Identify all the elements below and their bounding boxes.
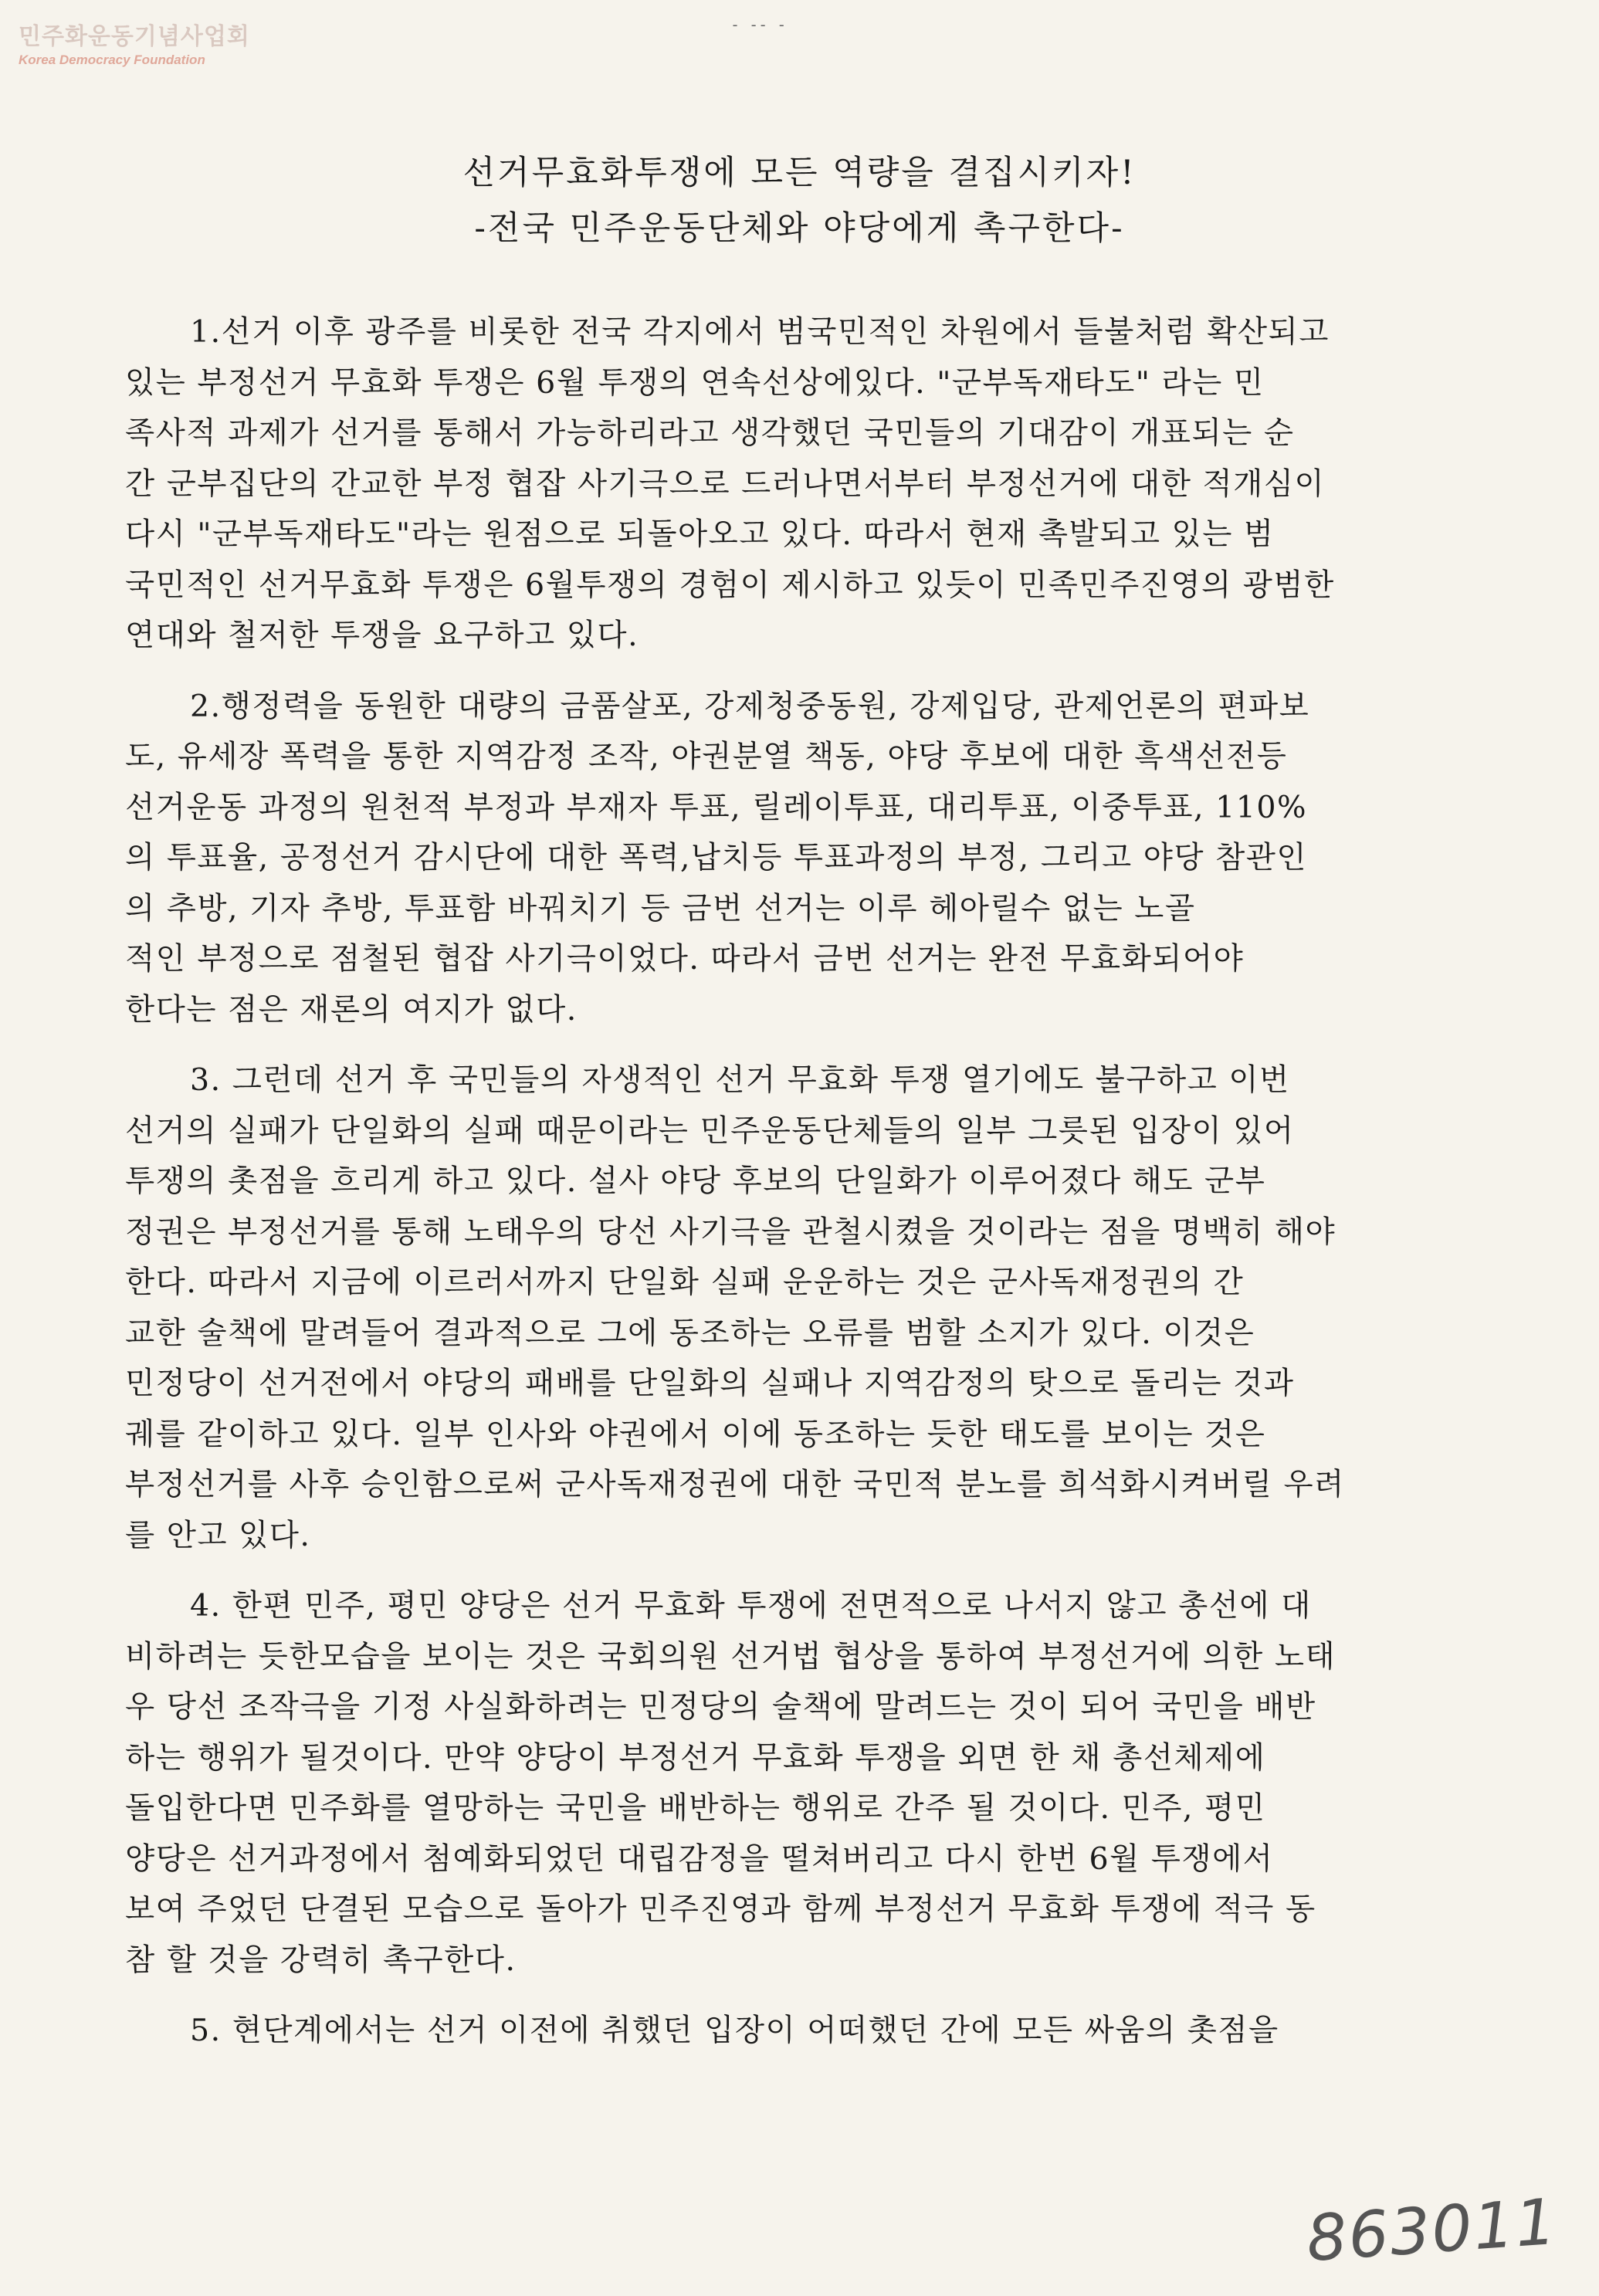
foundation-watermark <box>19 17 250 68</box>
paragraph-line: 의 추방, 기자 추방, 투표함 바꿔치기 등 금번 선거는 이루 헤아릴수 없는 노골 <box>125 890 1196 926</box>
paragraph-line: 다시 "군부독재타도"라는 원점으로 되돌아오고 있다. 따라서 현재 촉발되고 있는 범 <box>125 516 1275 552</box>
paragraph-line: 1.선거 이후 광주를 비롯한 전국 각지에서 범국민적인 차원에서 들불처럼 확산되고 <box>190 314 1330 350</box>
paragraph-line: 우 당선 조작극을 기정 사실화하려는 민정당의 술책에 말려드는 것이 되어 국민을 배반 <box>125 1689 1316 1725</box>
paragraph-line: 있는 부정선거 무효화 투쟁은 6월 투쟁의 연속선상에있다. "군부독재타도" 라는 민 <box>125 364 1265 401</box>
paragraph-line: 2.행정력을 동원한 대량의 금품살포, 강제청중동원, 강제입당, 관제언론의 편파보 <box>190 688 1310 724</box>
paragraph-line: 궤를 같이하고 있다. 일부 인사와 야권에서 이에 동조하는 듯한 태도를 보이는 것은 <box>125 1416 1266 1452</box>
paragraph-line: 한다는 점은 재론의 여지가 없다. <box>125 991 578 1028</box>
paragraph-line: 민정당이 선거전에서 야당의 패배를 단일화의 실패나 지역감정의 탓으로 돌리는 것과 <box>125 1366 1295 1401</box>
document-body <box>125 307 1469 2077</box>
paragraph-line: 5. 현단계에서는 선거 이전에 취했던 입장이 어떠했던 간에 모든 싸움의 촛점을 <box>190 2013 1279 2048</box>
paragraph-line: 돌입한다면 민주화를 열망하는 국민을 배반하는 행위로 간주 될 것이다. 민주, 평민 <box>125 1790 1266 1826</box>
paragraph-line: 교한 술책에 말려들어 결과적으로 그에 동조하는 오류를 범할 소지가 있다. 이것은 <box>125 1315 1255 1351</box>
paragraph-line: 참 할 것을 강력히 촉구한다. <box>125 1942 517 1978</box>
paragraph-line: 족사적 과제가 선거를 통해서 가능하리라고 생각했던 국민들의 기대감이 개표되는 순 <box>125 415 1295 451</box>
paragraph-line: 투쟁의 촛점을 흐리게 하고 있다. 설사 야당 후보의 단일화가 이루어졌다 해도 군부 <box>125 1163 1266 1199</box>
paragraph-line: 하는 행위가 될것이다. 만약 양당이 부정선거 무효화 투쟁을 외면 한 채 총선체제에 <box>125 1739 1266 1776</box>
paragraph-1 <box>125 307 1469 662</box>
paragraph-line: 를 안고 있다. <box>125 1517 311 1553</box>
paragraph-2 <box>125 682 1469 1036</box>
paragraph-4 <box>125 1581 1469 1986</box>
document-subtitle: -전국 민주운동단체와 야당에게 촉구한다- <box>474 209 1125 248</box>
paragraph-line: 보여 주었던 단결된 모습으로 돌아가 민주진영과 함께 부정선거 무효화 투쟁에 적극 동 <box>125 1891 1316 1927</box>
paragraph-line: 의 투표율, 공정선거 감시단에 대한 폭력,납치등 투표과정의 부정, 그리고 야당 참관인 <box>125 840 1308 875</box>
paragraph-line: 적인 부정으로 점철된 협잡 사기극이었다. 따라서 금번 선거는 완전 무효화되어야 <box>125 941 1245 977</box>
paragraph-line: 연대와 철저한 투쟁을 요구하고 있다. <box>125 618 639 653</box>
paragraph-3 <box>125 1055 1469 1561</box>
paragraph-line: 정권은 부정선거를 통해 노태우의 당선 사기극을 관철시켰을 것이라는 점을 명백히 해야 <box>125 1214 1336 1250</box>
watermark-korean: 민주화운동기념사업회 <box>19 23 250 50</box>
paragraph-line: 선거의 실패가 단일화의 실패 때문이라는 민주운동단체들의 일부 그릇된 입장이 있어 <box>125 1112 1295 1149</box>
paragraph-line: 한다. 따라서 지금에 이르러서까지 단일화 실패 운운하는 것은 군사독재정권의 간 <box>125 1265 1245 1300</box>
watermark-english: Korea Democracy Foundation <box>19 52 205 67</box>
paragraph-line: 비하려는 듯한모습을 보이는 것은 국회의원 선거법 협상을 통하여 부정선거에 의한 노태 <box>125 1638 1336 1675</box>
paragraph-line: 3. 그런데 선거 후 국민들의 자생적인 선거 무효화 투쟁 열기에도 불구하고 이번 <box>190 1062 1290 1098</box>
paragraph-line: 도, 유세장 폭력을 통한 지역감정 조작, 야권분열 책동, 야당 후보에 대한 흑색선전등 <box>125 739 1288 774</box>
document-title: 선거무효화투쟁에 모든 역량을 결집시키자! <box>462 154 1137 192</box>
paragraph-line: 4. 한편 민주, 평민 양당은 선거 무효화 투쟁에 전면적으로 나서지 않고 총선에 대 <box>190 1588 1312 1624</box>
paragraph-line: 선거운동 과정의 원천적 부정과 부재자 투표, 릴레이투표, 대리투표, 이중투표, 110% <box>125 789 1308 825</box>
paragraph-line: 양당은 선거과정에서 첨예화되었던 대립감정을 떨쳐버리고 다시 한번 6월 투쟁에서 <box>125 1841 1274 1877</box>
title-block <box>0 145 1599 256</box>
paragraph-line: 국민적인 선거무효화 투쟁은 6월투쟁의 경험이 제시하고 있듯이 민족민주진영의 광범한 <box>125 567 1335 603</box>
paragraph-line: 부정선거를 사후 승인함으로써 군사독재정권에 대한 국민적 분노를 희석화시켜버릴 우려 <box>125 1467 1345 1502</box>
handwritten-archive-number: 863011 <box>1304 2185 1560 2277</box>
paragraph-5 <box>125 2006 1469 2057</box>
paragraph-line: 간 군부집단의 간교한 부정 협잡 사기극으로 드러나면서부터 부정선거에 대한 적개심이 <box>125 466 1326 502</box>
top-staple-mark: - -- - <box>730 15 787 34</box>
